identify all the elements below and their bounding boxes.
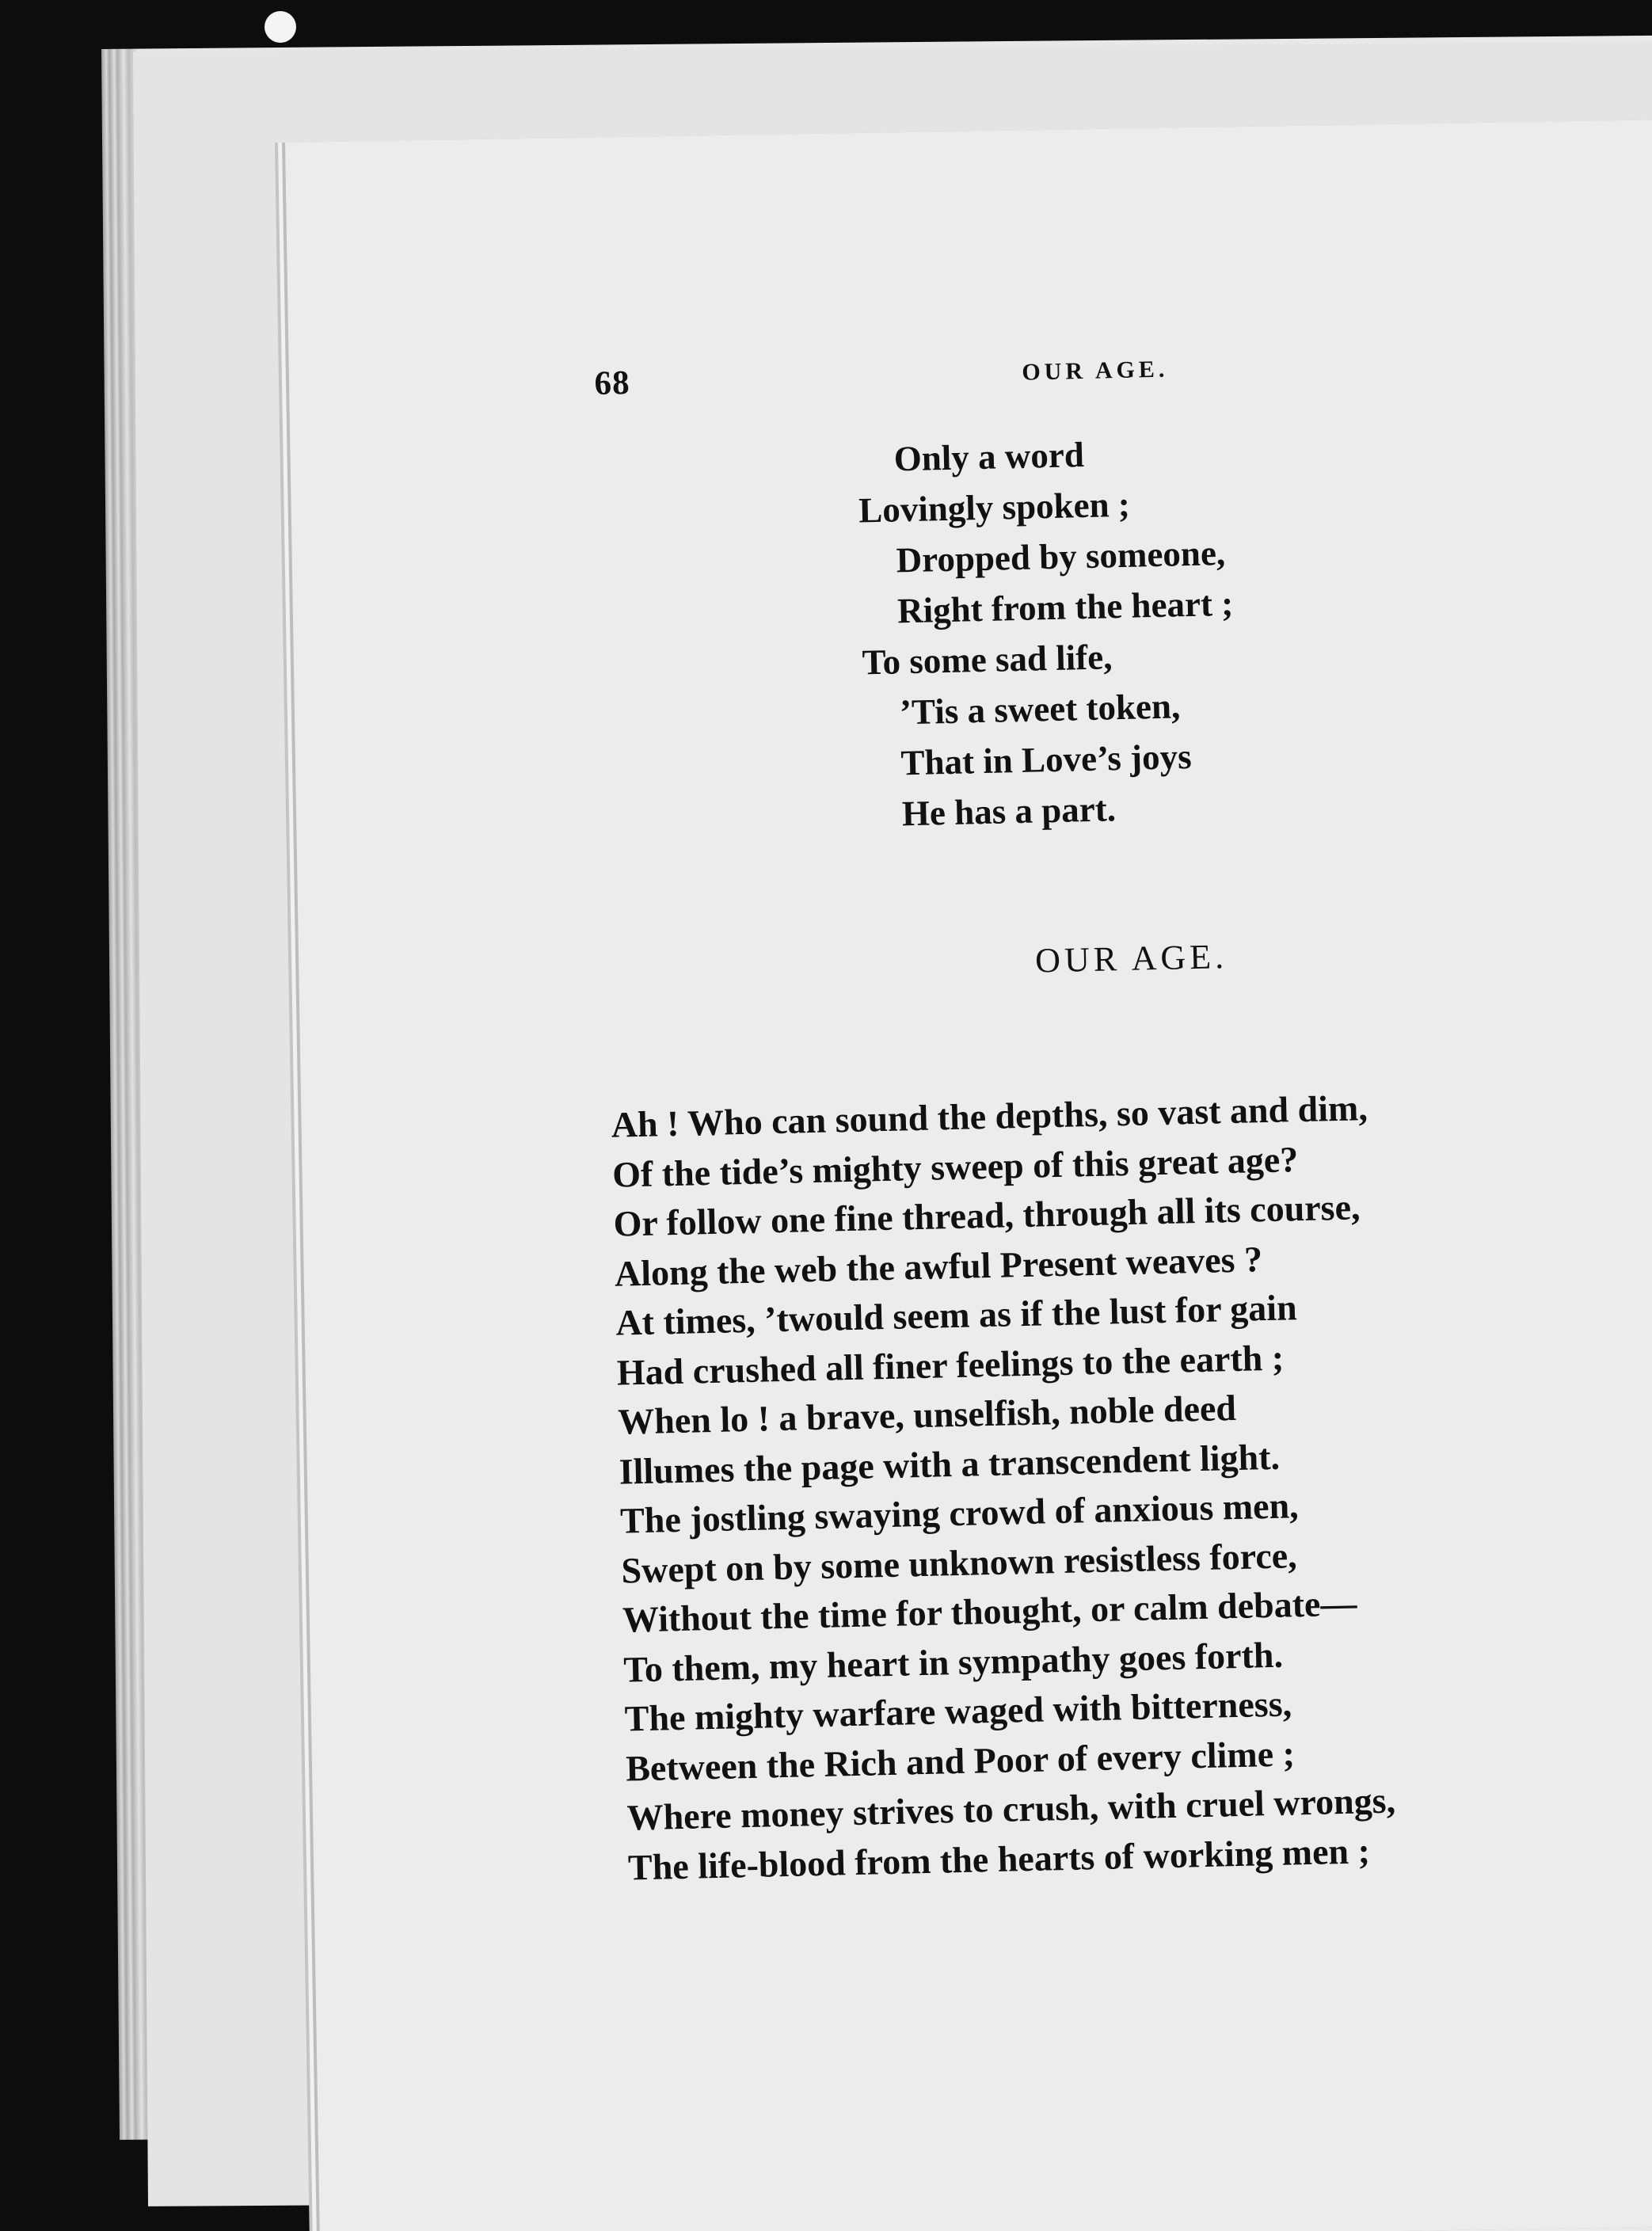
- poem-line: Or follow one fine thread, through all its course,: [613, 1186, 1361, 1244]
- poem-line: When lo ! a brave, unselfish, noble deed: [617, 1387, 1237, 1442]
- film-punch-hole: [265, 11, 296, 43]
- poem-line: Ah ! Who can sound the depths, so vast and dim,: [611, 1087, 1368, 1145]
- poem-line: At times, ’twould seem as if the lust for gain: [615, 1287, 1298, 1343]
- poem-line: Between the Rich and Poor of every clime ;: [625, 1732, 1296, 1789]
- stanza-line: Right from the heart ;: [896, 583, 1234, 631]
- poem-line: To them, my heart in sympathy goes forth.: [622, 1634, 1284, 1690]
- poem-line: Without the time for thought, or calm debate—: [622, 1582, 1357, 1640]
- page-content: [594, 342, 1620, 1948]
- poem-title: OUR AGE.: [1034, 937, 1228, 980]
- stanza-line: Lovingly spoken ;: [858, 484, 1131, 531]
- poem-line: Along the web the awful Present weaves ?: [614, 1238, 1263, 1294]
- stanza-line: He has a part.: [901, 789, 1117, 834]
- stanza-line: To some sad life,: [862, 637, 1113, 683]
- poem-line: Illumes the page with a transcendent light.: [619, 1436, 1281, 1492]
- poem-line: Had crushed all finer feelings to the earth ;: [616, 1337, 1285, 1393]
- previous-poem-stanza: [857, 426, 1239, 840]
- poem-line: Of the tide’s mighty sweep of this great age?: [611, 1138, 1299, 1195]
- poem-line: Where money strives to crush, with cruel wrongs,: [626, 1780, 1396, 1838]
- running-header: OUR AGE.: [1021, 356, 1169, 386]
- poem-line: The life-blood from the hearts of working men ;: [627, 1829, 1371, 1888]
- stanza-line: Dropped by someone,: [896, 532, 1226, 581]
- stanza-line: That in Love’s joys: [900, 737, 1193, 783]
- poem-line: The mighty warfare waged with bitterness,: [624, 1683, 1292, 1739]
- stanza-line: Only a word: [893, 434, 1085, 479]
- stanza-line: ’Tis a sweet token,: [899, 686, 1181, 733]
- poem-body: [611, 1083, 1397, 1893]
- poem-line: Swept on by some unknown resistless force,: [620, 1534, 1298, 1591]
- poem-line: The jostling swaying crowd of anxious men,: [619, 1485, 1300, 1541]
- page-number: 68: [594, 364, 631, 402]
